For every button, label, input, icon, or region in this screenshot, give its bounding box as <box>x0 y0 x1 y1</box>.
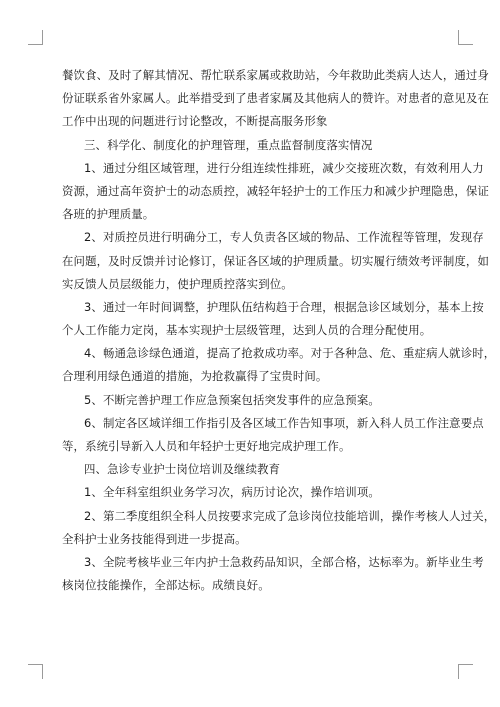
crop-mark-top-right <box>458 30 473 45</box>
text-line: 2、对质控员进行明确分工，专人负责各区域的物品、工作流程等管理，发现存 <box>84 230 484 245</box>
text-line: 实反馈人员层级能力，使护理质控落实到位。 <box>62 276 293 291</box>
text-line: 全科护士业务技能得到进一步提高。 <box>62 531 247 546</box>
text-line: 资源，通过高年资护士的动态质控，减轻年轻护士的工作压力和减少护理隐患，保证 <box>62 183 490 198</box>
text-line: 各班的护理质量。 <box>62 207 155 222</box>
text-line: 核岗位技能操作，全部达标。成绩良好。 <box>62 578 270 593</box>
text-line: 5、不断完善护理工作应急预案包括突发事件的应急预案。 <box>84 392 380 407</box>
text-line: 合理利用绿色通道的措施，为抢救赢得了宝贵时间。 <box>62 369 328 384</box>
text-line: 1、通过分组区域管理，进行分组连续性排班，减少交接班次数，有效利用人力 <box>84 160 484 175</box>
text-line: 4、畅通急诊绿色通道，提高了抢救成功率。对于各种急、危、重症病人就诊时， <box>84 346 496 361</box>
crop-mark-top-left <box>28 30 43 45</box>
crop-mark-bottom-left <box>28 664 43 679</box>
text-line: 1、全年科室组织业务学习次，病历讨论次，操作培训项。 <box>84 485 380 500</box>
text-line: 6、制定各区域详细工作指引及各区域工作告知事项，新入科人员工作注意要点 <box>84 415 484 430</box>
text-line: 3、通过一年时间调整，护理队伍结构趋于合理，根据急诊区域划分，基本上按 <box>84 299 484 314</box>
text-line: 在问题，及时反馈并讨论修订，保证各区域的护理质量。切实履行绩效考评制度，如 <box>62 253 490 268</box>
text-line: 份证联系省外家属人。此举措受到了患者家属及其他病人的赞许。对患者的意见及在 <box>62 91 490 106</box>
text-line: 个人工作能力定岗，基本实现护士层级管理，达到人员的合理分配使用。 <box>62 323 432 338</box>
text-line: 等，系统引导新入人员和年轻护士更好地完成护理工作。 <box>62 439 351 453</box>
text-line: 餐饮食、及时了解其情况、帮忙联系家属或救助站，今年救助此类病人达人，通过身 <box>62 68 490 82</box>
text-line: 三、科学化、制度化的护理管理，重点监督制度落实情况 <box>84 137 373 152</box>
text-line: 四、急诊专业护士岗位培训及继续教育 <box>84 462 281 477</box>
text-line: 3、全院考核毕业三年内护士急救药品知识，全部合格，达标率为。新毕业生考 <box>84 554 484 569</box>
text-line: 2、第二季度组织全科人员按要求完成了急诊岗位技能培训，操作考核人人过关， <box>84 508 496 523</box>
crop-mark-bottom-right <box>458 664 473 679</box>
text-line: 工作中出现的问题进行讨论整改，不断提高服务形象 <box>62 114 328 129</box>
document-body <box>62 64 496 597</box>
